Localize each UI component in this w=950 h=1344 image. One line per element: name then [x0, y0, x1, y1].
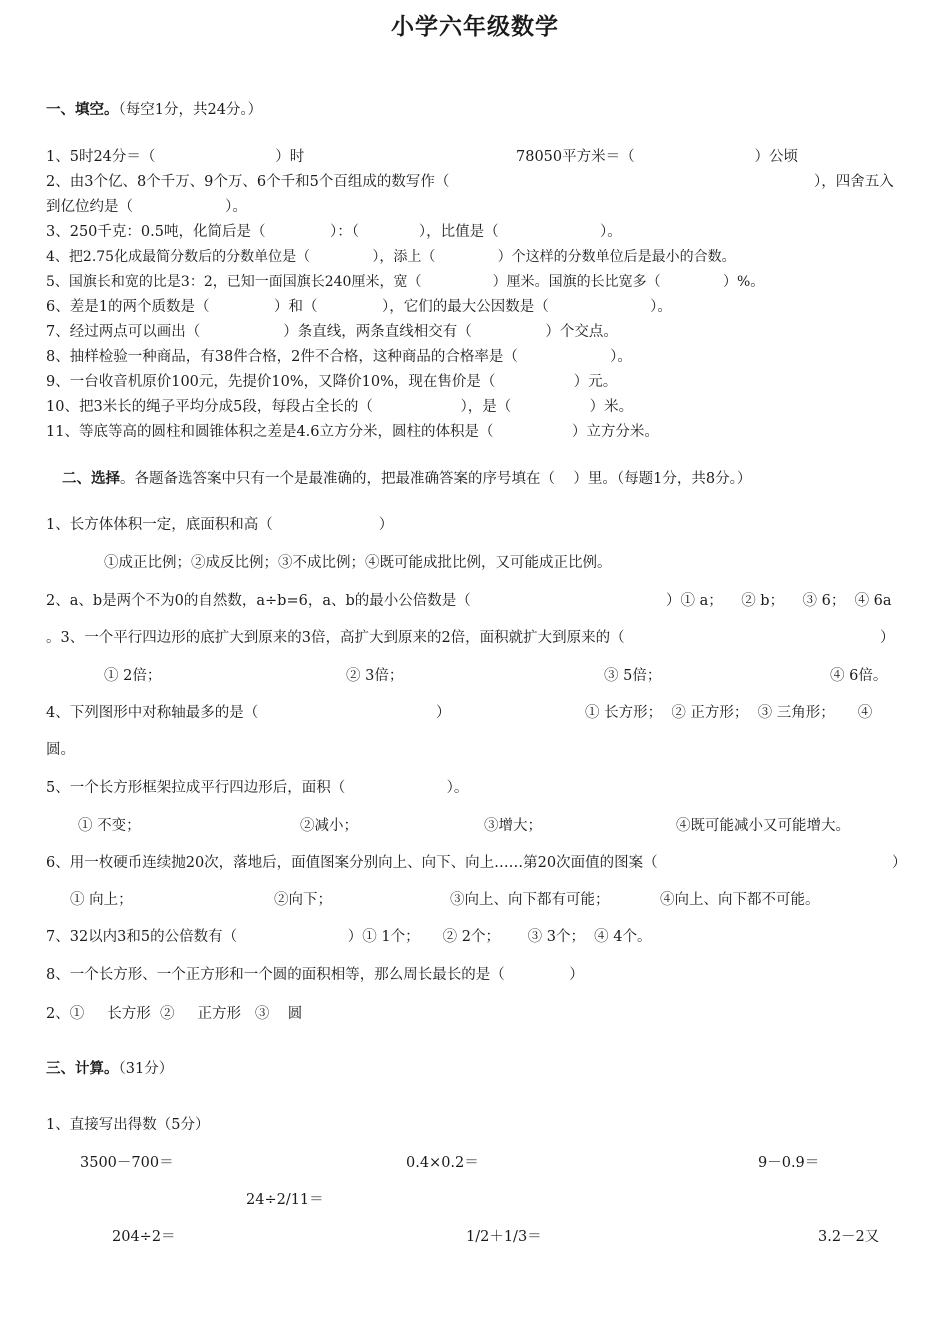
q1-5: 5、国旗长和宽的比是3：2，已知一面国旗长240厘米，宽（ ）厘米。国旗的长比宽多（ ）%。 — [46, 274, 765, 290]
q1-2c: 到亿位约是（ ）。 — [46, 199, 247, 215]
section3-heading-row — [46, 1059, 173, 1079]
q1-1b: 78050平方米＝（ ）公顷 — [516, 149, 798, 165]
q2-5: 5、一个长方形框架拉成平行四边形后，面积（ ）。 — [46, 780, 469, 796]
q2-6-close: ） — [892, 855, 907, 871]
q2-3-close: ） — [880, 630, 895, 646]
expr-5: 204÷2＝ — [112, 1229, 176, 1245]
q1-1: 1、5时24分＝（ ）时 — [46, 149, 305, 165]
q2-5-opt1: ① 不变； — [78, 818, 141, 834]
expr-2: 0.4×0.2＝ — [406, 1155, 479, 1171]
q2-3: 。3、一个平行四边形的底扩大到原来的3倍，高扩大到原来的2倍，面积就扩大到原来的（ — [46, 630, 625, 646]
q2-6-opt4: ④向上、向下都不可能。 — [660, 892, 820, 908]
q1-4: 4、把2.75化成最简分数后的分数单位是（ ），添上（ ）个这样的分数单位后是最小的合数。 — [46, 249, 736, 265]
section1-heading: 一、填空。 — [46, 101, 119, 118]
expr-3: 9－0.9＝ — [758, 1155, 820, 1171]
q2-5-opt3: ③增大； — [484, 818, 542, 834]
expr-4: 24÷2/11＝ — [246, 1192, 324, 1208]
q2-4-close: ） — [436, 705, 451, 721]
q1-10: 10、把3米长的绳子平均分成5段，每段占全长的（ ），是（ ）米。 — [46, 399, 634, 415]
q3-1: 1、直接写出得数（5分） — [46, 1117, 210, 1133]
q2-1: 1、长方体体积一定，底面积和高（ ） — [46, 517, 394, 533]
q2-4-cont: 圆。 — [46, 742, 75, 758]
expr-6: 1/2＋1/3＝ — [466, 1229, 542, 1245]
section3-note: （31分） — [118, 1061, 174, 1077]
section2-heading-row — [62, 469, 751, 489]
section1-note: （每空1分，共24分。） — [118, 102, 263, 118]
q2-4: 4、下列图形中对称轴最多的是（ — [46, 705, 259, 721]
q2-2: 2、a、b是两个不为0的自然数，a÷b=6，a、b的最小公倍数是（ — [46, 593, 471, 609]
q2-7: 7、32以内3和5的公倍数有（ ）① 1个； ② 2个； ③ 3个； ④ 4个。 — [46, 929, 652, 945]
q2-3-opt1: ① 2倍； — [104, 668, 162, 684]
q1-2b: ），四舍五入 — [814, 174, 894, 190]
section1-heading-row — [46, 100, 262, 120]
q2-2-options: ）① a； ② b； ③ 6； ④ 6a — [666, 593, 892, 609]
q2-1-options: ①成正比例；②成反比例；③不成比例；④既可能成批比例，又可能成正比例。 — [104, 555, 612, 571]
q1-6: 6、差是1的两个质数是（ ）和（ ），它们的最大公因数是（ ）。 — [46, 299, 672, 315]
expr-7: 3.2－2又 — [818, 1229, 880, 1245]
q2-3-opt3: ③ 5倍； — [604, 668, 662, 684]
q2-6-opt1: ① 向上； — [70, 892, 133, 908]
q2-5-opt2: ②减小； — [300, 818, 358, 834]
q1-11: 11、等底等高的圆柱和圆锥体积之差是4.6立方分米，圆柱的体积是（ ）立方分米。 — [46, 424, 659, 440]
q1-3: 3、250千克：0.5吨，化简后是（ ）：（ ），比值是（ ）。 — [46, 224, 622, 240]
section3-heading: 三、计算。 — [46, 1060, 119, 1077]
q2-8-options: 2、① 长方形 ② 正方形 ③ 圆 — [46, 1006, 303, 1022]
q2-3-opt4: ④ 6倍。 — [830, 668, 888, 684]
q1-7: 7、经过两点可以画出（ ）条直线，两条直线相交有（ ）个交点。 — [46, 324, 618, 340]
q1-2: 2、由3个亿、8个千万、9个万、6个千和5个百组成的数写作（ — [46, 174, 450, 190]
section2-heading: 二、选择 — [62, 470, 120, 487]
q2-8: 8、一个长方形、一个正方形和一个圆的面积相等，那么周长最长的是（ ） — [46, 967, 584, 983]
q2-4-options: ① 长方形； ② 正方形； ③ 三角形； ④ — [585, 705, 873, 721]
expr-1: 3500－700＝ — [80, 1155, 174, 1171]
q2-6-opt3: ③向上、向下都有可能； — [450, 892, 610, 908]
q1-9: 9、一台收音机原价100元，先提价10%，又降价10%，现在售价是（ ）元。 — [46, 374, 618, 390]
q2-6: 6、用一枚硬币连续抛20次，落地后，面值图案分别向上、向下、向上……第20次面值的图案（ — [46, 855, 658, 871]
q2-3-opt2: ② 3倍； — [346, 668, 404, 684]
q2-5-opt4: ④既可能减小又可能增大。 — [676, 818, 850, 834]
page-title: 小学六年级数学 — [391, 14, 559, 40]
section2-note: 。各题备选答案中只有一个是最准确的，把最准确答案的序号填在（ ）里。（每题1分，共8分。） — [120, 471, 752, 487]
q2-6-opt2: ②向下； — [274, 892, 332, 908]
q1-8: 8、抽样检验一种商品，有38件合格，2件不合格，这种商品的合格率是（ ）。 — [46, 349, 632, 365]
